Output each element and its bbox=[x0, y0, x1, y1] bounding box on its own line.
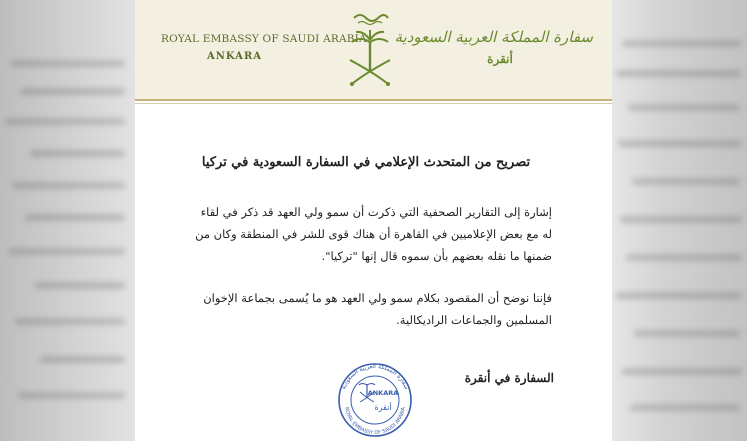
paragraph-1-line: إشارة إلى التقارير الصحفية التي ذكرت أن سمو ولي العهد قد ذكر في لقاء bbox=[200, 205, 552, 219]
embassy-arabic-city: أنقرة bbox=[487, 52, 513, 66]
blurred-background-left bbox=[0, 0, 135, 441]
stamp-outer-text-top: سفارة المملكة العربية السعودية bbox=[339, 362, 411, 391]
embassy-arabic-name: سفارة المملكة العربية السعودية bbox=[394, 28, 593, 46]
paragraph-2-line: المسلمين والجماعات الراديكالية. bbox=[396, 313, 552, 327]
letterhead-divider bbox=[135, 99, 612, 101]
paragraph-1-line: له مع بعض الإعلاميين في القاهرة أن هناك قوى للشر في المنطقة وكان من bbox=[195, 227, 552, 241]
saudi-emblem-icon bbox=[340, 4, 400, 94]
statement-paragraph-2 bbox=[203, 287, 552, 331]
embassy-english-name: ROYAL EMBASSY OF SAUDI ARABIA bbox=[161, 33, 367, 45]
stamp-center-latin: ANKARA bbox=[367, 389, 399, 397]
paragraph-2-line: فإننا نوضح أن المقصود بكلام سمو ولي العهد هو ما يُسمى بجماعة الإخوان bbox=[203, 291, 552, 305]
letterhead-divider-thin bbox=[135, 103, 612, 104]
signature: السفارة في أنقرة bbox=[464, 371, 554, 385]
paragraph-1-line: ضمنها ما نقله بعضهم بأن سموه قال إنها "تركيا". bbox=[321, 249, 552, 263]
statement-paragraph-1 bbox=[195, 201, 552, 267]
letter-page bbox=[135, 0, 612, 441]
svg-text:سفارة المملكة العربية السعودية bbox=[340, 363, 410, 391]
blurred-background-right bbox=[612, 0, 747, 441]
embassy-stamp-icon bbox=[333, 360, 417, 438]
stamp-outer-text-bottom: ROYAL EMBASSY OF SAUDI ARABIA bbox=[343, 406, 407, 437]
stamp-center-arabic: أنقرة bbox=[374, 403, 392, 412]
letterhead bbox=[135, 0, 612, 100]
embassy-english-city: ANKARA bbox=[207, 51, 263, 62]
statement-headline: تصريح من المتحدث الإعلامي في السفارة السعودية في تركيا bbox=[201, 155, 531, 170]
